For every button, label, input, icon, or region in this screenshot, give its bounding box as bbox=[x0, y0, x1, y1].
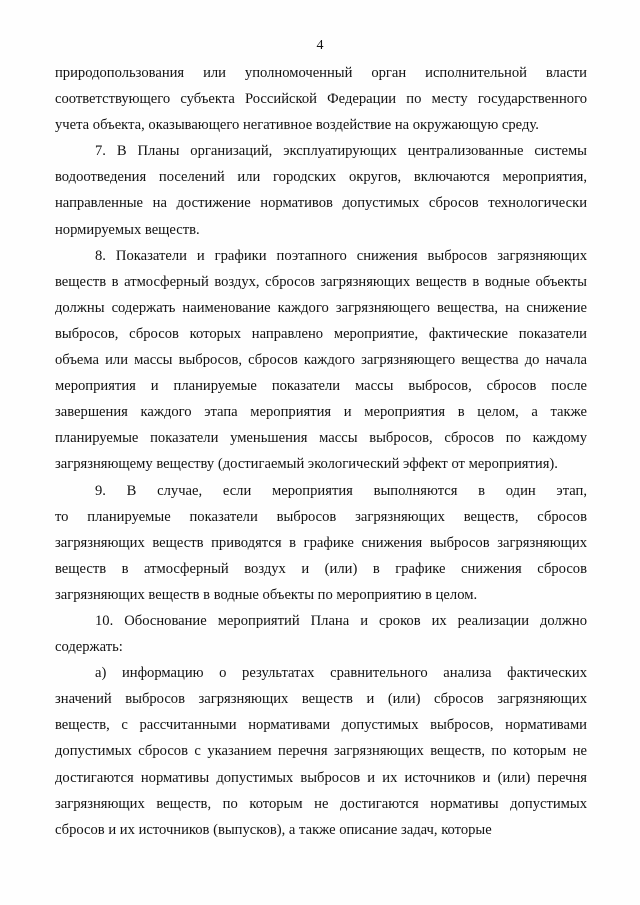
text-line: значений выбросов загрязняющих веществ и (или) сбросов загрязняющих bbox=[55, 691, 587, 708]
text-line: загрязняющих веществ приводятся в графике снижения выбросов загрязняющих bbox=[55, 534, 587, 551]
text-line: должны содержать наименование каждого загрязняющего вещества, на снижение bbox=[55, 299, 587, 316]
text-line: достигаются нормативы допустимых выбросов и их источников и (или) перечня bbox=[55, 769, 587, 786]
paragraph-p8 bbox=[55, 243, 587, 478]
text-line: веществ в атмосферный воздух, сбросов загрязняющих веществ в водные объекты bbox=[55, 273, 587, 290]
text-line: нормируемых веществ. bbox=[55, 221, 200, 238]
text-line: содержать: bbox=[55, 639, 123, 656]
text-line: то планируемые показатели выбросов загрязняющих веществ, сбросов bbox=[55, 508, 587, 525]
text-line: объема или массы выбросов, сбросов каждого загрязняющего вещества до начала bbox=[55, 352, 587, 369]
text-line: направленные на достижение нормативов допустимых сбросов технологически bbox=[55, 195, 587, 212]
text-line: мероприятия и планируемые показатели массы выбросов, сбросов после bbox=[55, 378, 587, 395]
document-body bbox=[55, 60, 587, 843]
paragraph-p10 bbox=[55, 608, 587, 660]
text-line: учета объекта, оказывающего негативное воздействие на окружающую среду. bbox=[55, 117, 539, 134]
text-line: 9. В случае, если мероприятия выполняются в один этап, bbox=[95, 482, 587, 499]
text-line: соответствующего субъекта Российской Федерации по месту государственного bbox=[55, 91, 587, 108]
text-line: выбросов, сбросов которых направлено мероприятие, фактические показатели bbox=[55, 325, 587, 342]
text-line: веществ, с рассчитанными нормативами допустимых выбросов, нормативами bbox=[55, 717, 587, 734]
text-line: допустимых сбросов с указанием перечня загрязняющих веществ, по которым не bbox=[55, 743, 587, 760]
text-line: загрязняющих веществ в водные объекты по мероприятию в целом. bbox=[55, 586, 478, 603]
text-line: завершения каждого этапа мероприятия и мероприятия в целом, а также bbox=[55, 404, 587, 421]
text-line: 10. Обоснование мероприятий Плана и сроков их реализации должно bbox=[95, 612, 587, 629]
paragraph-p7 bbox=[55, 138, 587, 242]
text-line: загрязняющих веществ, по которым не достигаются нормативы допустимых bbox=[55, 795, 587, 812]
text-line: сбросов и их источников (выпусков), а также описание задач, которые bbox=[55, 821, 492, 838]
page-number: 4 bbox=[316, 38, 324, 53]
paragraph-p0 bbox=[55, 60, 587, 138]
text-line: водоотведения поселений или городских округов, включаются мероприятия, bbox=[55, 169, 587, 186]
paragraph-p10a bbox=[55, 660, 587, 843]
text-line: веществ в атмосферный воздух и (или) в графике снижения сбросов bbox=[55, 560, 587, 577]
text-line: 8. Показатели и графики поэтапного снижения выбросов загрязняющих bbox=[95, 247, 587, 264]
paragraph-p9 bbox=[55, 478, 587, 608]
text-line: 7. В Планы организаций, эксплуатирующих централизованные системы bbox=[95, 143, 587, 160]
text-line: природопользования или уполномоченный орган исполнительной власти bbox=[55, 65, 587, 81]
text-line: загрязняющему веществу (достигаемый экологический эффект от мероприятия). bbox=[55, 456, 558, 473]
text-line: планируемые показатели уменьшения массы выбросов, сбросов по каждому bbox=[55, 430, 587, 447]
text-line: а) информацию о результатах сравнительного анализа фактических bbox=[95, 665, 587, 682]
